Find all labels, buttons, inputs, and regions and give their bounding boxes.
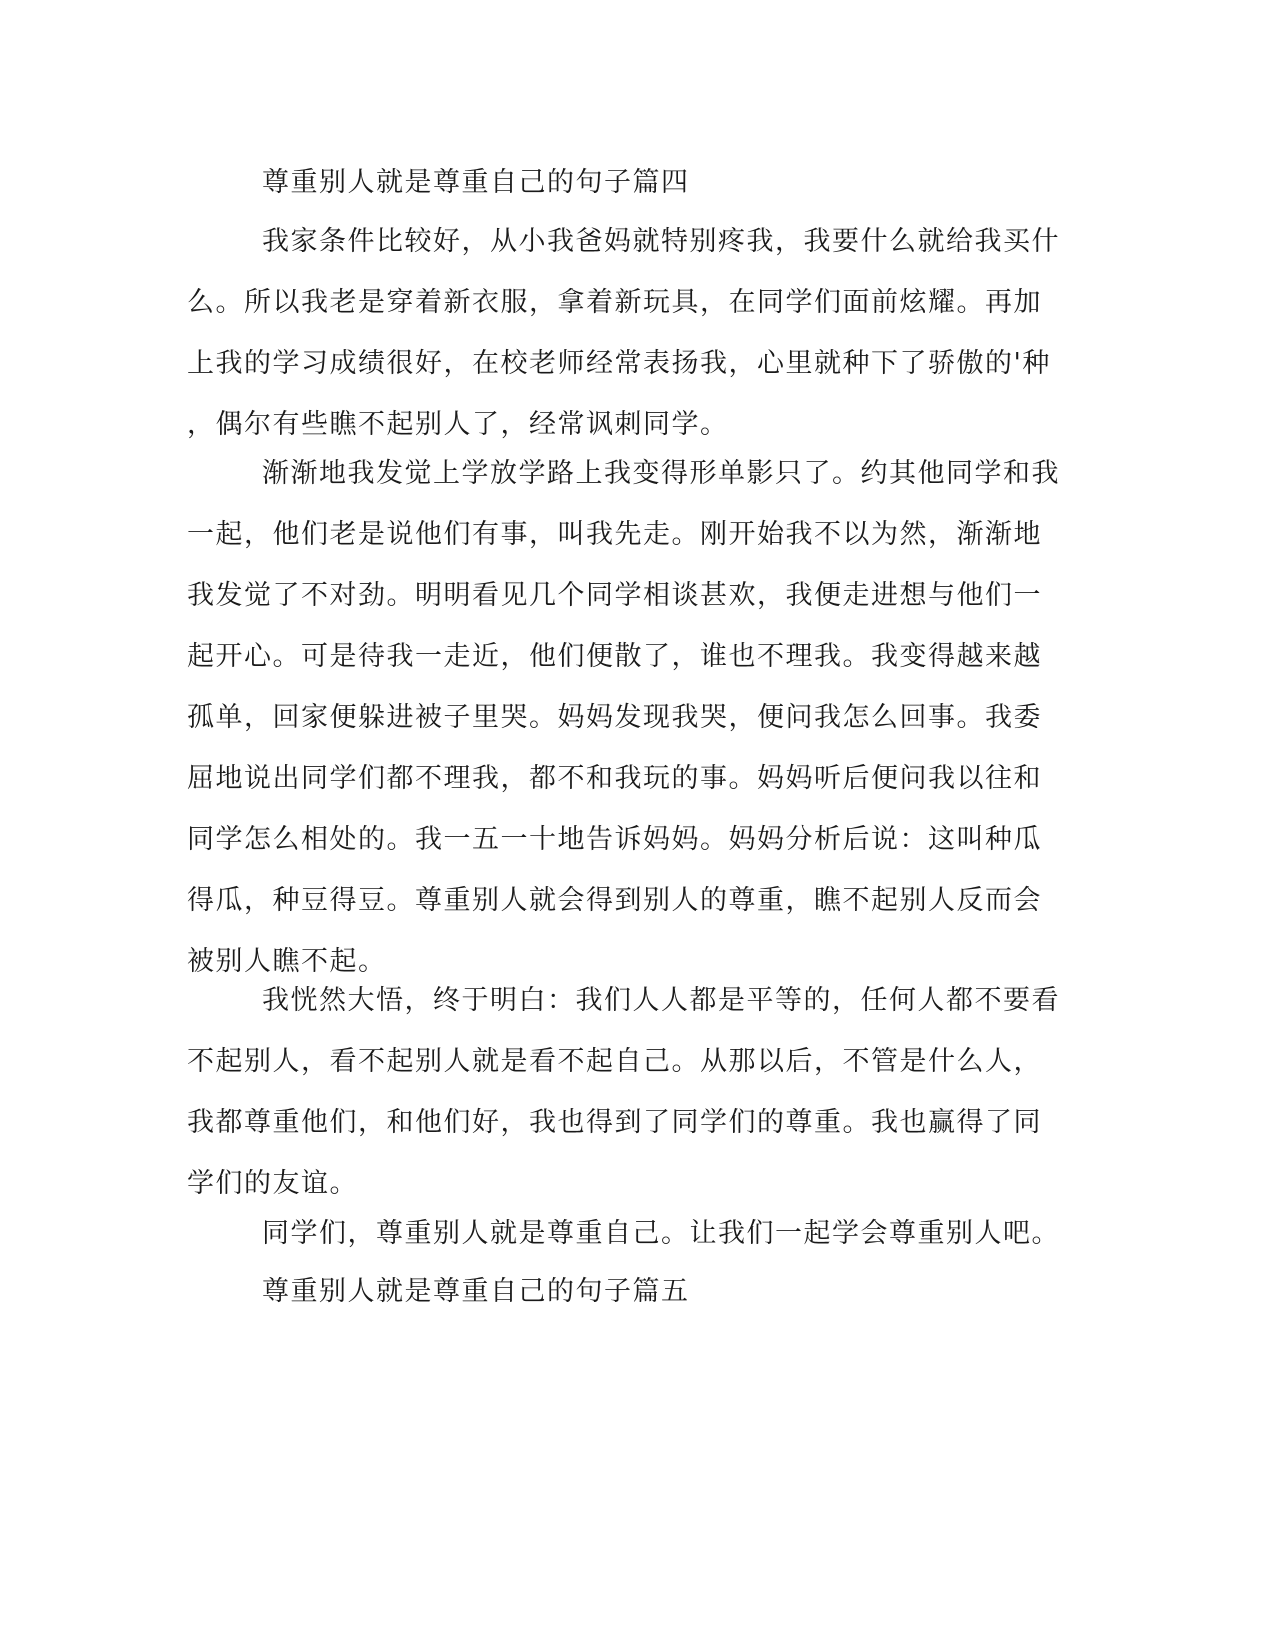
paragraph-line: 学们的友谊。 [187, 1168, 358, 1199]
heading-five [187, 1261, 1077, 1322]
heading-four-text: 尊重别人就是尊重自己的句子篇四 [262, 167, 690, 198]
paragraph-line: 渐渐地我发觉上学放学路上我变得形单影只了。约其他同学和我 [262, 458, 1060, 489]
paragraph-3 [187, 970, 1077, 1214]
paragraph-line: 同学们，尊重别人就是尊重自己。让我们一起学会尊重别人吧。 [262, 1218, 1060, 1249]
paragraph-line: 么。所以我老是穿着新衣服，拿着新玩具，在同学们面前炫耀。再加 [187, 287, 1042, 318]
paragraph-line: 我恍然大悟，终于明白：我们人人都是平等的，任何人都不要看 [262, 985, 1060, 1016]
paragraph-line: 不起别人，看不起别人就是看不起自己。从那以后，不管是什么人， [187, 1046, 1042, 1077]
paragraph-2 [187, 443, 1077, 992]
paragraph-4 [187, 1203, 1077, 1264]
heading-five-text: 尊重别人就是尊重自己的句子篇五 [262, 1276, 690, 1307]
heading-four [187, 152, 1077, 213]
paragraph-line: 我家条件比较好，从小我爸妈就特别疼我，我要什么就给我买什 [262, 226, 1060, 257]
paragraph-line: 我发觉了不对劲。明明看见几个同学相谈甚欢，我便走进想与他们一 [187, 580, 1042, 611]
paragraph-line: 被别人瞧不起。 [187, 946, 387, 977]
paragraph-line: 起开心。可是待我一走近，他们便散了，谁也不理我。我变得越来越 [187, 641, 1042, 672]
paragraph-line: 孤单，回家便躲进被子里哭。妈妈发现我哭，便问我怎么回事。我委 [187, 702, 1042, 733]
paragraph-line: ，偶尔有些瞧不起别人了，经常讽刺同学。 [187, 409, 729, 440]
paragraph-1 [187, 211, 1077, 455]
paragraph-line: 屈地说出同学们都不理我，都不和我玩的事。妈妈听后便问我以往和 [187, 763, 1042, 794]
paragraph-line: 一起，他们老是说他们有事，叫我先走。刚开始我不以为然，渐渐地 [187, 519, 1042, 550]
paragraph-line: 上我的学习成绩很好，在校老师经常表扬我，心里就种下了骄傲的'种 [187, 348, 1051, 379]
paragraph-line: 我都尊重他们，和他们好，我也得到了同学们的尊重。我也赢得了同 [187, 1107, 1042, 1138]
paragraph-line: 得瓜，种豆得豆。尊重别人就会得到别人的尊重，瞧不起别人反而会 [187, 885, 1042, 916]
paragraph-line: 同学怎么相处的。我一五一十地告诉妈妈。妈妈分析后说：这叫种瓜 [187, 824, 1042, 855]
